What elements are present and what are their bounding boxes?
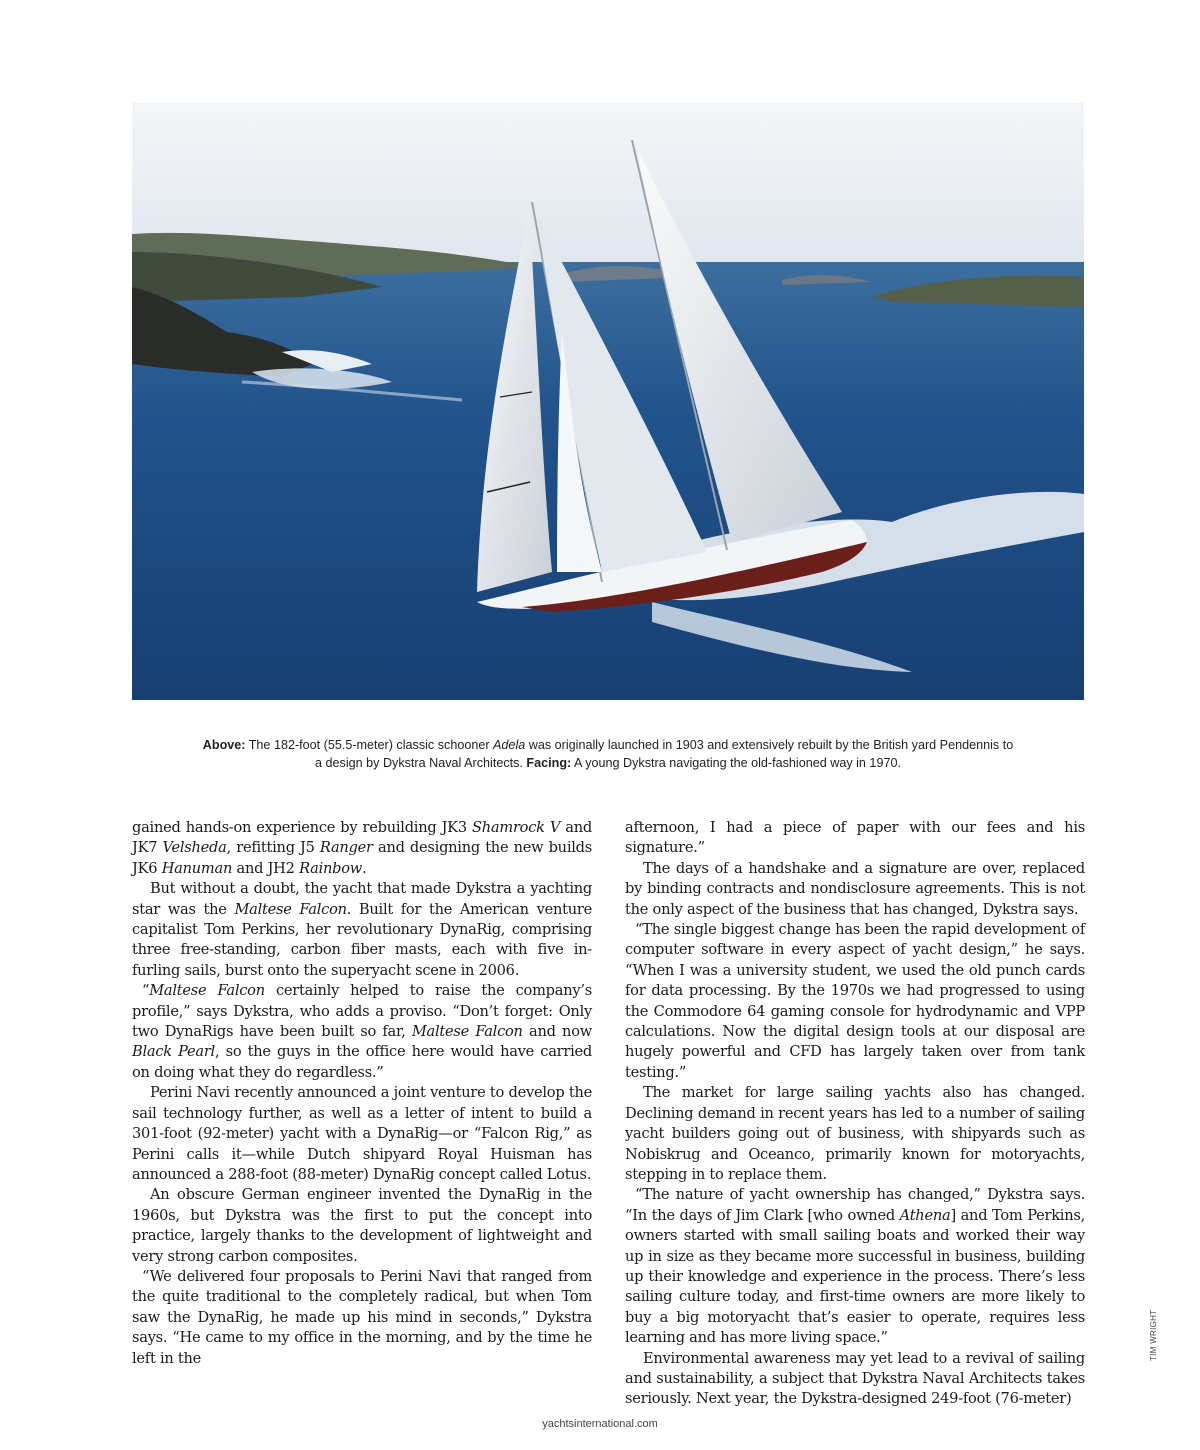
paragraph: “The single biggest change has been the rapid development of computer software in every aspect of yacht design,” he says. “When I was a university student, we used the old punch cards for data processing. By the 1970s we had progressed to using the Commodore 64 gaming console for hydrodynamic and VPP calculations. Now the digital design tools at our disposal are hugely powerful and CFD has largely taken over from tank testing.”	[625, 921, 1085, 1081]
caption-text: was originally launched in 1903 and extensively rebuilt by the British yard Pendennis to a design by Dykstra Naval Architects.	[315, 738, 1014, 770]
caption-text: A young Dykstra navigating the old-fashioned way in 1970.	[571, 756, 901, 770]
caption-text: The 182-foot (55.5-meter) classic schooner	[245, 738, 494, 752]
paragraph: The market for large sailing yachts also has changed. Declining demand in recent years has led to a number of sailing yacht builders going out of business, with shipyards such as Nobiskrug and Oceanco, primarily known for motoryachts, stepping in to replace them.	[625, 1084, 1085, 1183]
caption-label-facing: Facing:	[526, 756, 572, 770]
paragraph: Environmental awareness may yet lead to a revival of sailing and sustainability, a subject that Dykstra Naval Architects takes seriously. Next year, the Dykstra-designed 249-foot (76-meter)	[625, 1349, 1085, 1408]
caption-label-above: Above:	[202, 738, 246, 752]
paragraph: The days of a handshake and a signature are over, replaced by binding contracts and nondisclosure agreements. This is not the only aspect of the business that has changed, Dykstra says.	[625, 859, 1085, 918]
article-column-right	[625, 818, 1085, 1410]
paragraph: An obscure German engineer invented the DynaRig in the 1960s, but Dykstra was the first to put the concept into practice, largely thanks to the development of lightweight and very strong carbon composites.	[132, 1186, 592, 1265]
photo-credit: TIM WRIGHT	[1149, 1309, 1158, 1361]
paragraph: “Maltese Falcon certainly helped to raise the company’s profile,” says Dykstra, who adds a proviso. “Don’t forget: Only two DynaRigs have been built so far, Maltese Falcon and now Black Pearl, so the guys in the office here would have carried on doing what they do regardless.”	[132, 982, 593, 1081]
article-column-left	[132, 818, 592, 1369]
paragraph: Perini Navi recently announced a joint venture to develop the sail technology further, as well as a letter of intent to build a 301-foot (92-meter) yacht with a DynaRig—or “Falcon Rig,” as Perini calls it—while Dutch shipyard Royal Huisman has announced a 288-foot (88-meter) DynaRig concept called Lotus.	[132, 1084, 592, 1183]
schooner-photo	[132, 102, 1084, 700]
paragraph: “We delivered four proposals to Perini Navi that ranged from the quite traditional to the completely radical, but when Tom saw the DynaRig, he made up his mind in seconds,” Dykstra says. “He came to my office in the morning, and by the time he left in the	[132, 1267, 592, 1367]
caption-vessel-name: Adela	[493, 738, 526, 752]
paragraph: gained hands-on experience by rebuilding JK3 Shamrock V and JK7 Velsheda, refitting J5 Ranger and designing the new builds JK6 Hanuman and JH2 Rainbow.	[132, 819, 593, 877]
paragraph: But without a doubt, the yacht that made Dykstra a yachting star was the Maltese Falcon. Built for the American venture capitalist Tom Perkins, her revolutionary DynaRig, comprising three free-standing, carbon fiber masts, each with five in-furling sails, burst onto the superyacht scene in 2006.	[132, 880, 592, 979]
paragraph: “The nature of yacht ownership has changed,” Dykstra says. “In the days of Jim Clark [who owned Athena] and Tom Perkins, owners started with small sailing boats and worked their way up in size as they became more successful in business, building up their knowledge and experience in the process. There’s less sailing culture today, and first-time owners are more likely to buy a big motoryacht that’s easier to operate, requires less learning and has more living space.”	[625, 1186, 1086, 1347]
photo-caption	[200, 736, 1016, 772]
footer-website: yachtsinternational.com	[542, 1418, 658, 1430]
schooner-illustration	[132, 102, 1084, 700]
paragraph: afternoon, I had a piece of paper with our fees and his signature.”	[625, 819, 1085, 857]
